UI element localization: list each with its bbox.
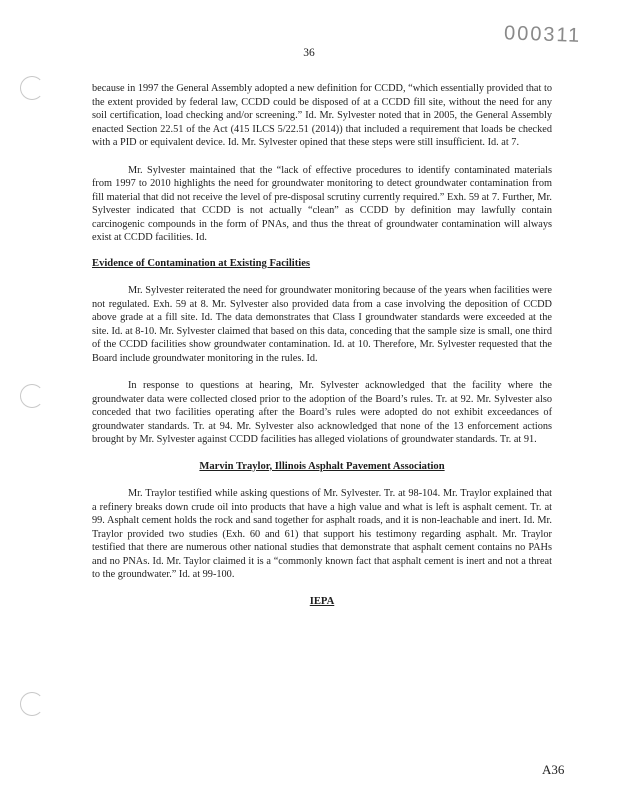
- section-heading: Marvin Traylor, Illinois Asphalt Pavement Association: [199, 460, 445, 472]
- paragraph: Mr. Traylor testified while asking questions of Mr. Sylvester. Tr. at 98-104. Mr. Traylor explained that a refinery breaks down crude oil into products that have a high value and what is left is asphalt cement. Tr. at 99. Asphalt cement holds the rock and sand together for asphalt roads, and it is non-leachable and inert. Id. Mr. Traylor provided two studies (Exh. 60 and 61) that support his testimony regarding asphalt. Mr. Traylor testified that there are numerous other national studies that demonstrate that asphalt cement contains no PAHs and no PNAs. Id. Mr. Taylor claimed it is a “commonly known fact that asphalt cement is inert and not a threat to the groundwater.” Id. at 99-100.: [92, 488, 552, 580]
- section-heading: Evidence of Contamination at Existing Facilities: [92, 257, 311, 269]
- document-body: [92, 82, 552, 608]
- paragraph: Mr. Sylvester reiterated the need for groundwater monitoring because of the years when facilities were not regulated. Exh. 59 at 8. Mr. Sylvester also provided data from a case involving the deposition of CCDD above grade at a fill site. Id. The data demonstrates that Class I groundwater standards were exceeded at the site. Id. at 8-10. Mr. Sylvester claimed that based on this data, conceding that the sample size is small, one third of the CCDD facilities show groundwater contamination. Id. at 10. Therefore, Mr. Sylvester requested that the Board include groundwater monitoring in the rules. Id.: [92, 285, 552, 364]
- punch-hole-mark: [20, 76, 44, 100]
- punch-hole-mark: [20, 692, 44, 716]
- punch-hole-mark: [20, 384, 44, 408]
- paragraph: because in 1997 the General Assembly adopted a new definition for CCDD, “which essentially provided that to the extent provided by federal law, CCDD could be disposed of at a CCDD fill site, without the need for any soil certification, load checking and/or screening.” Id. Mr. Sylvester noted that in 2005, the General Assembly enacted Section 22.51 of the Act (415 ILCS 5/22.51 (2014)) that included a requirement that loads be checked with a PID or equivalent device. Id. Mr. Sylvester opined that these steps were still insufficient. Id. at 7.: [92, 83, 552, 148]
- paragraph: In response to questions at hearing, Mr. Sylvester acknowledged that the facility where the groundwater data were collected closed prior to the adoption of the Board’s rules. Tr. at 92. Mr. Sylvester also conceded that two facilities operating after the Board’s rules were adopted do not exhibit exceedances of groundwater standards. Tr. at 94. Mr. Sylvester also acknowledged that none of the 13 enforcement actions brought by Mr. Sylvester against CCDD facilities has alleged violations of groundwater standards. Tr. at 91.: [92, 380, 552, 445]
- appendix-page-label: A36: [542, 762, 565, 777]
- page-number: 36: [303, 47, 315, 59]
- bates-stamp: 000311: [503, 22, 582, 47]
- section-heading: IEPA: [309, 595, 335, 607]
- paragraph: Mr. Sylvester maintained that the “lack of effective procedures to identify contaminated materials from 1997 to 2010 highlights the need for groundwater monitoring to detect groundwater contamination from fill material that did not receive the level of pre-disposal scrutiny currently required.” Exh. 59 at 7. Further, Mr. Sylvester indicated that CCDD is not actually “clean” as CCDD by definition may lawfully contain carcinogenic compounds in the form of PNAs, and thus the threat of groundwater contamination will always exist at CCDD facilities. Id.: [92, 164, 552, 243]
